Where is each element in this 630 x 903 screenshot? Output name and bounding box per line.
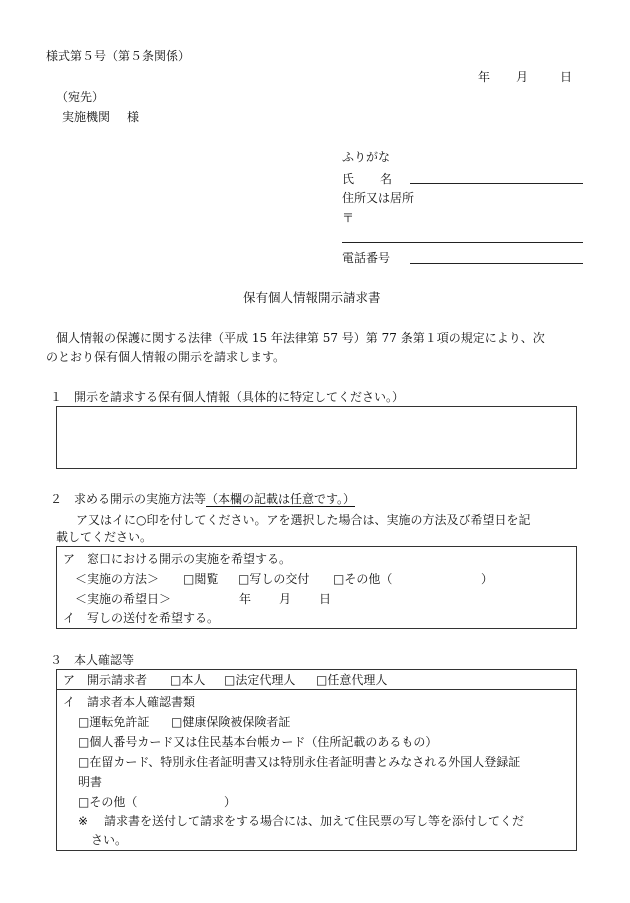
requester-label: ア 開示請求者 <box>63 673 148 687</box>
form-number: 様式第５号（第５条関係） <box>46 49 191 63</box>
date-month-label: 月 <box>516 70 529 84</box>
method-copy-checkbox[interactable]: □写しの交付 <box>238 572 310 586</box>
name-field[interactable] <box>410 183 583 184</box>
section2-instruction-2: 載してください。 <box>56 530 153 544</box>
method-other-close: ） <box>481 572 494 586</box>
doc-other-checkbox[interactable]: □その他（ <box>78 795 138 809</box>
document-title: 保有個人情報開示請求書 <box>243 290 381 305</box>
date-label: ＜実施の希望日＞ <box>75 592 172 606</box>
doc-insurance-checkbox[interactable]: □健康保険被保険者証 <box>171 715 291 729</box>
section3-heading: ３ 本人確認等 <box>50 653 135 667</box>
date-year-label: 年 <box>478 70 491 84</box>
addressee-honorific: 様 <box>127 110 140 124</box>
intro-line-2: のとおり保有個人情報の開示を請求します。 <box>46 350 286 364</box>
name-label-2: 名 <box>380 172 393 186</box>
doc-residence-line-2: 明書 <box>78 775 103 789</box>
phone-field[interactable] <box>410 263 583 264</box>
note-line-2: さい。 <box>91 833 128 847</box>
preferred-month[interactable]: 月 <box>279 592 292 606</box>
note-mark: ※ <box>78 814 89 828</box>
id-docs-heading: イ 請求者本人確認書類 <box>63 695 196 709</box>
phone-label: 電話番号 <box>342 251 391 265</box>
doc-residence-checkbox[interactable]: □在留カード、特別永住者証明書又は特別永住者証明書とみなされる外国人登録証 <box>78 755 521 769</box>
intro-line-1: 個人情報の保護に関する法律（平成 15 年法律第 57 号）第 77 条第１項の規定により、次 <box>56 331 545 345</box>
section2-heading <box>50 491 355 507</box>
note-line-1: 請求書を送付して請求をする場合には、加えて住民票の写し等を添付してくだ <box>104 814 525 828</box>
postal-mark: 〒 <box>342 211 355 225</box>
method-view-checkbox[interactable]: □閲覧 <box>183 572 219 586</box>
address-label: 住所又は居所 <box>342 191 415 205</box>
preferred-day[interactable]: 日 <box>319 592 332 606</box>
identity-box <box>56 669 577 851</box>
section2-heading-note: （本欄の記載は任意です。） <box>206 492 356 506</box>
address-field[interactable] <box>342 242 583 243</box>
date-day-label: 日 <box>560 70 573 84</box>
doc-mynumber-checkbox[interactable]: □個人番号カード又は住民基本台帳カード（住所記載のあるもの） <box>78 735 438 749</box>
method-other-checkbox[interactable]: □その他（ <box>333 572 393 586</box>
addressee-name: 実施機関 <box>62 110 111 124</box>
option-a-window[interactable]: ア 窓口における開示の実施を希望する。 <box>63 552 292 566</box>
section1-heading: １ 開示を請求する保有個人情報（具体的に特定してください。） <box>50 390 405 404</box>
identity-divider <box>57 689 576 690</box>
requester-voluntary-checkbox[interactable]: □任意代理人 <box>316 673 388 687</box>
doc-license-checkbox[interactable]: □運転免許証 <box>78 715 150 729</box>
requester-legal-checkbox[interactable]: □法定代理人 <box>224 673 296 687</box>
name-label-1: 氏 <box>342 172 355 186</box>
requested-info-field[interactable] <box>56 406 577 469</box>
method-label: ＜実施の方法＞ <box>75 572 160 586</box>
section2-instruction-1: ア又はイに○印を付してください。アを選択した場合は、実施の方法及び希望日を記 <box>76 513 531 527</box>
option-b-mail[interactable]: イ 写しの送付を希望する。 <box>63 611 220 625</box>
furigana-label: ふりがな <box>342 150 391 164</box>
section2-heading-main: ２ 求める開示の実施方法等 <box>50 492 207 506</box>
disclosure-method-box <box>56 546 577 629</box>
requester-self-checkbox[interactable]: □本人 <box>170 673 206 687</box>
doc-other-close: ） <box>224 795 237 809</box>
preferred-year[interactable]: 年 <box>239 592 252 606</box>
addressee-label: （宛先） <box>56 90 105 104</box>
